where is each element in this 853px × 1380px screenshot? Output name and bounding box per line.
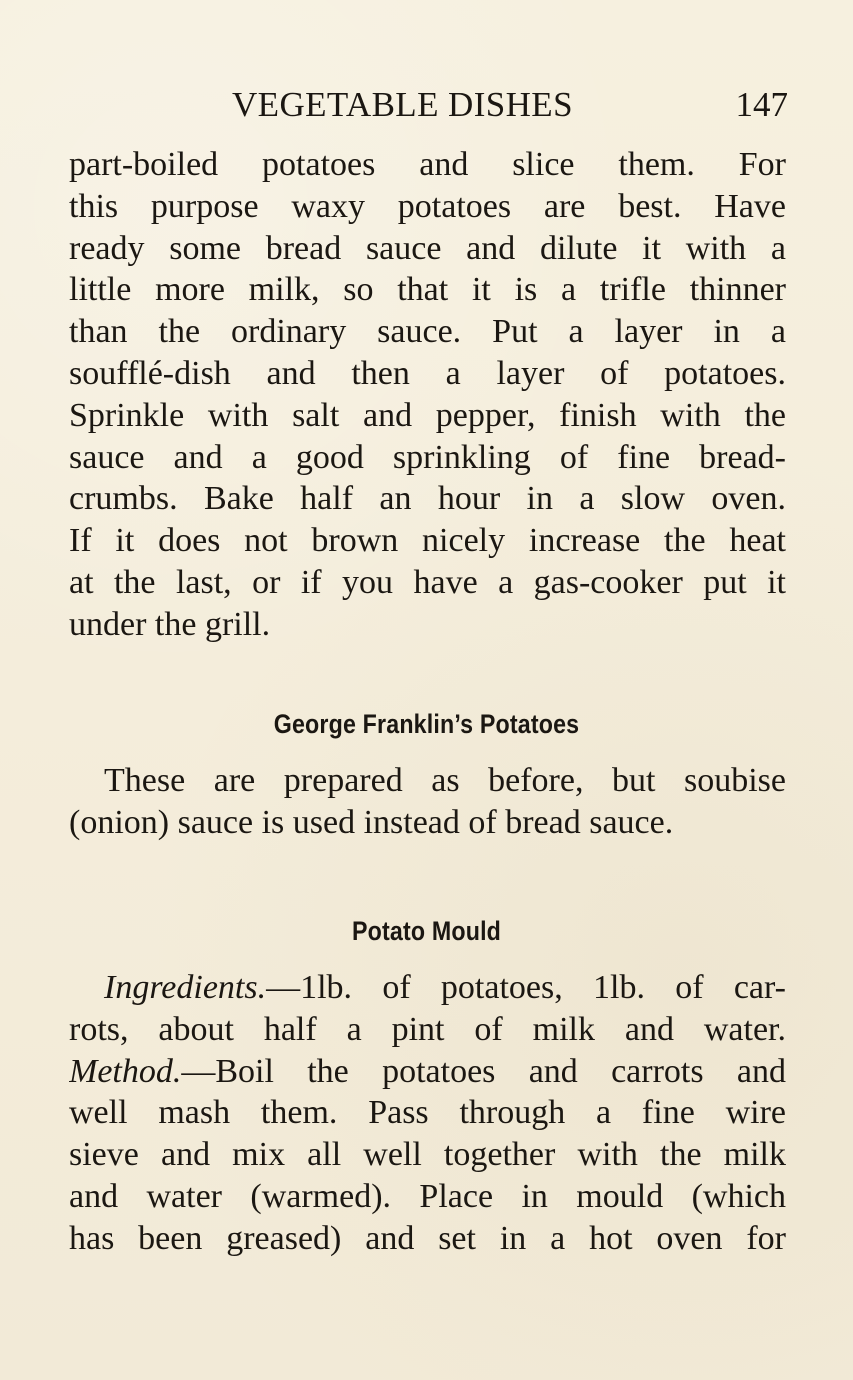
text-line: sauce and a good sprinkling of fine bread-: [69, 438, 786, 476]
text-line: Sprinkle with salt and pepper, finish with the: [69, 396, 786, 434]
text-line: under the grill.: [69, 605, 271, 643]
george-franklin-paragraph: [69, 760, 786, 844]
text-line: and water (warmed). Place in mould (which: [69, 1177, 786, 1215]
text-line: These are prepared as before, but soubise: [104, 762, 786, 799]
recipe-heading-george-franklins-potatoes: George Franklin’s Potatoes: [273, 709, 580, 739]
text-line: at the last, or if you have a gas-cooker put it: [69, 563, 786, 601]
recipe-heading-potato-mould: Potato Mould: [351, 916, 502, 946]
text-line: than the ordinary sauce. Put a layer in a: [69, 313, 786, 351]
method-label: Method.: [69, 1052, 182, 1090]
text-line: this purpose waxy potatoes are best. Have: [69, 187, 786, 225]
text-line: crumbs. Bake half an hour in a slow oven.: [69, 480, 786, 518]
text-line: well mash them. Pass through a fine wire: [69, 1094, 786, 1132]
potato-gratin-paragraph: [69, 144, 786, 646]
text-line: has been greased) and set in a hot oven for: [69, 1219, 786, 1257]
text-line: (onion) sauce is used instead of bread sauce.: [69, 803, 674, 841]
potato-mould-paragraph: [69, 967, 786, 1260]
text-line: If it does not brown nicely increase the heat: [69, 522, 786, 560]
text-line: sieve and mix all well together with the milk: [69, 1136, 786, 1174]
ingredients-line: [69, 967, 786, 1009]
page-number: 147: [735, 85, 788, 124]
ingredients-text: —1lb. of potatoes, 1lb. of car-: [266, 969, 786, 1006]
text-line: rots, about half a pint of milk and water.: [69, 1010, 786, 1048]
method-line: [69, 1051, 786, 1093]
text-line: ready some bread sauce and dilute it with a: [69, 229, 786, 267]
method-text: —Boil the potatoes and carrots and: [181, 1052, 786, 1090]
ingredients-label: Ingredients.: [104, 969, 267, 1006]
chapter-running-title: VEGETABLE DISHES: [232, 85, 573, 124]
text-line: soufflé-dish and then a layer of potatoes.: [69, 354, 786, 392]
text-line: little more milk, so that it is a trifle thinner: [69, 271, 786, 309]
running-header: [232, 82, 792, 128]
text-line: part-boiled potatoes and slice them. For: [69, 146, 786, 183]
